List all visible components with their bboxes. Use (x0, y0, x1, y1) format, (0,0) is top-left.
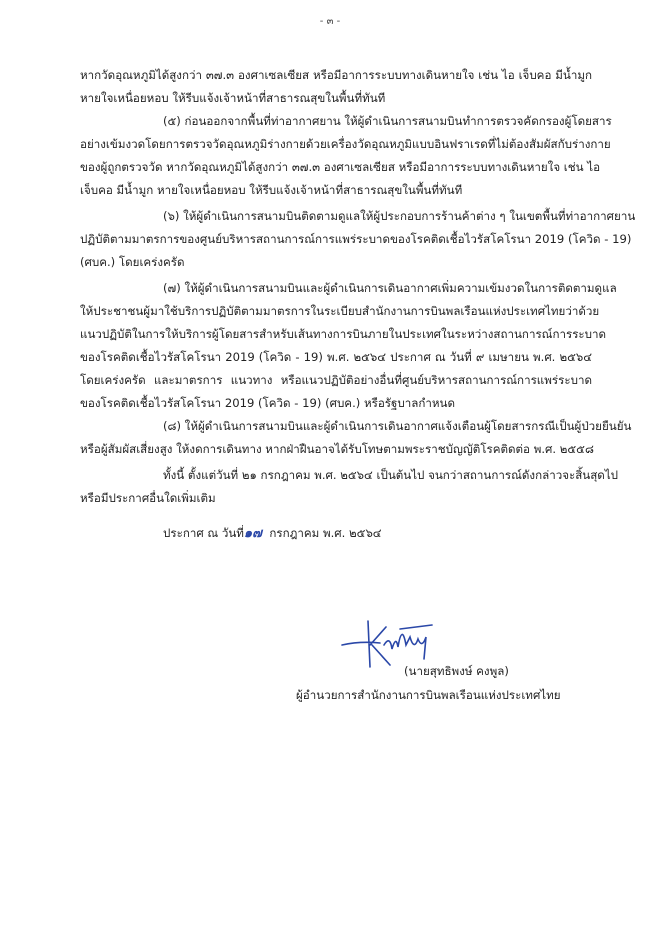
body-line: อย่างเข้มงวดโดยการตรวจวัดอุณหภูมิร่างกายด้วยเครื่องวัดอุณหภูมิแบบอินฟราเรดที่ไม่ต้องสัมผัสกับร่างกาย (80, 137, 611, 151)
body-line: ปฏิบัติตามมาตรการของศูนย์บริหารสถานการณ์การแพร่ระบาดของโรคติดเชื้อไวรัสโคโรนา 2019 (โควิด - 19) (80, 232, 632, 246)
body-line: หายใจเหนื่อยหอบ ให้รีบแจ้งเจ้าหน้าที่สาธารณสุขในพื้นที่ทันที (80, 91, 386, 105)
body-line: (ศบค.) โดยเคร่งครัด (80, 255, 185, 269)
body-line: หรือมีประกาศอื่นใดเพิ่มเติม (80, 491, 216, 505)
signatory-name: (นายสุทธิพงษ์ คงพูล) (404, 664, 509, 678)
effective-date-line: ทั้งนี้ ตั้งแต่วันที่ ๒๑ กรกฎาคม พ.ศ. ๒๕๖๔ เป็นต้นไป จนกว่าสถานการณ์ดังกล่าวจะสิ้นสุดไป (163, 468, 619, 482)
body-line: โดยเคร่งครัด และมาตรการ แนวทาง หรือแนวปฏิบัติอย่างอื่นที่ศูนย์บริหารสถานการณ์การแพร่ระบาด (80, 373, 592, 387)
body-line: หากวัดอุณหภูมิได้สูงกว่า ๓๗.๓ องศาเซลเซียส หรือมีอาการระบบทางเดินหายใจ เช่น ไอ เจ็บคอ มีน้ำมูก (80, 68, 592, 82)
body-line: หรือผู้สัมผัสเสี่ยงสูง ให้งดการเดินทาง หากฝ่าฝืนอาจได้รับโทษตามพระราชบัญญัติโรคติดต่อ พ.ศ. ๒๕๕๘ (80, 442, 594, 456)
body-line: ของผู้ถูกตรวจวัด หากวัดอุณหภูมิได้สูงกว่า ๓๗.๓ องศาเซลเซียส หรือมีอาการระบบทางเดินหายใจ เช่น ไอ (80, 160, 601, 174)
announce-suffix: กรกฎาคม พ.ศ. ๒๕๖๔ (269, 526, 382, 540)
body-line: ของโรคติดเชื้อไวรัสโคโรนา 2019 (โควิด - 19) พ.ศ. ๒๕๖๔ ประกาศ ณ วันที่ ๙ เมษายน พ.ศ. ๒๕๖๔ (80, 350, 592, 364)
clause-5: (๕) ก่อนออกจากพื้นที่ท่าอากาศยาน ให้ผู้ดำเนินการสนามบินทำการตรวจคัดกรองผู้โดยสาร (163, 114, 612, 128)
body-line: แนวปฏิบัติในการให้บริการผู้โดยสารสำหรับเส้นทางการบินภายในประเทศในระหว่างสถานการณ์การระบาด (80, 327, 607, 341)
clause-6: (๖) ให้ผู้ดำเนินการสนามบินติดตามดูแลให้ผู้ประกอบการร้านค้าต่าง ๆ ในเขตพื้นที่ท่าอากาศยาน (163, 209, 636, 223)
page-number: - ๓ - (319, 16, 341, 27)
body-line: ให้ประชาชนผู้มาใช้บริการปฏิบัติตามมาตรการในระเบียบสำนักงานการบินพลเรือนแห่งประเทศไทยว่าด้วย (80, 304, 600, 318)
clause-8: (๘) ให้ผู้ดำเนินการสนามบินและผู้ดำเนินการเดินอากาศแจ้งเตือนผู้โดยสารกรณีเป็นผู้ป่วยยืนยัน (163, 419, 632, 433)
announce-prefix: ประกาศ ณ วันที่ (163, 526, 244, 540)
signatory-title: ผู้อำนวยการสำนักงานการบินพลเรือนแห่งประเทศไทย (296, 688, 561, 702)
clause-7: (๗) ให้ผู้ดำเนินการสนามบินและผู้ดำเนินการเดินอากาศเพิ่มความเข้มงวดในการติดตามดูแล (163, 281, 617, 295)
body-line: เจ็บคอ มีน้ำมูก หายใจเหนื่อยหอบ ให้รีบแจ้งเจ้าหน้าที่สาธารณสุขในพื้นที่ทันที (80, 183, 463, 197)
announce-date (163, 524, 382, 543)
body-line: ของโรคติดเชื้อไวรัสโคโรนา 2019 (โควิด - 19) (ศบค.) หรือรัฐบาลกำหนด (80, 396, 456, 410)
handwritten-day: ๑๗ (243, 526, 262, 541)
